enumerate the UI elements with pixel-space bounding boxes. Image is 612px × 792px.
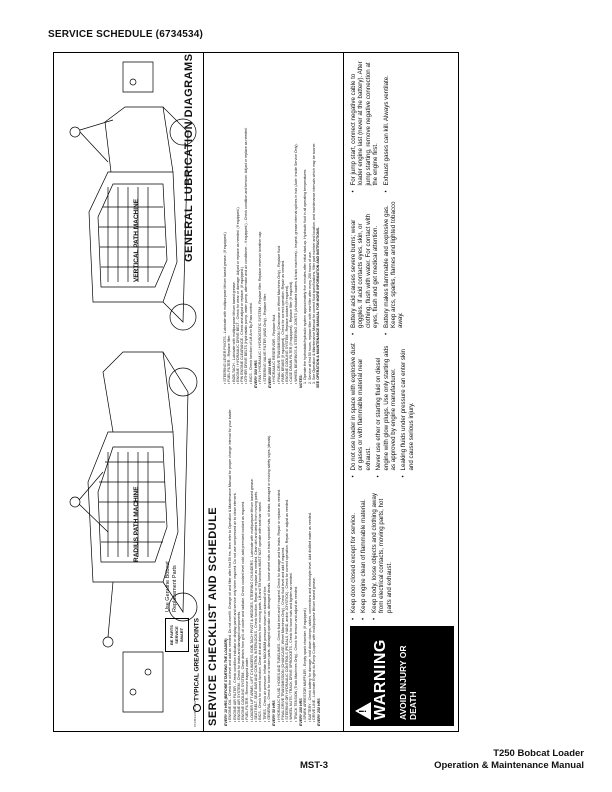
checklist-item: • FUEL FILTER - Replace filter.: [227, 334, 232, 384]
checklist-item: • GENERAL - Check for loose or broken parts, damaged operator cab, damaged decals, loose wheel nuts or track sprocket nuts, oil leaks, damaged or missing safety signs (decals).: [266, 434, 271, 722]
checklist-item: • ENGINE COOLING SYSTEM - Replace coolant (If required).: [285, 285, 290, 384]
checklist-item: • CASE DRAIN FILTER (If equipped) - Replace filter (If required).: [289, 280, 294, 384]
footer-page-id: MST-3: [300, 760, 328, 771]
warning-subtitle: AVOID INJURY OR DEATH: [398, 645, 419, 720]
checklist-item: • PARK BRAKE (If equipped) - Check for correct operation. Repair as needed.: [280, 259, 285, 384]
warning-items: [350, 58, 454, 620]
checklist-item: • LOADER LIFT ARMS, LIFT CYLINDERS, BOB-TACH PIVOT & WEDGES, STEERING CYLINDERS - Lubricate with multipurpose lithium based grease.: [249, 478, 254, 722]
checklist-item: • STEERING OR HYDRAULIC CONTROLS (PEDALS, HAND, and/or JOYSTICK) - Check for correct operation. Repair or adjust as needed.: [285, 499, 290, 722]
checklist-item: • FINAL DRIVE TRANSMISSION (CHAINCASE; Wheel Machines Only) - Check fluid level and add if required.: [280, 546, 285, 722]
checklist-item: • STEERING VALVE FILTER (AWD Only) - Replace filter.: [262, 293, 267, 384]
checklist-item: • BICS - Check function of Lift Arm By-Pass control.: [248, 302, 253, 384]
checklist-item: • STEERING LEVER PIVOTS - Lubricate with multipurpose lithium based grease. (If equipped.): [223, 232, 227, 384]
footer-manual: Operation & Maintenance Manual: [434, 760, 584, 771]
checklist-interval-heading: EVERY 1000 HRS: [267, 358, 272, 388]
checklist-interval-heading: EVERY 50 HRS: [272, 700, 277, 726]
checklist-item: • SEAT BELT, SEAT BAR AND CONTROL INTERLOCKS - Check function. Repair or replace as needed. Clean dirt and debris from moving parts.: [254, 490, 259, 722]
lubrication-panel: [53, 52, 203, 732]
checklist-item: • TIRES - Check air pressure. Inflate to MAXIMUM pressure shown on sidewall of tire.: [262, 585, 267, 722]
radius-path-label: RADIUS PATH MACHINE: [133, 486, 140, 562]
warning-panel: [343, 52, 459, 732]
checklist-item: • HYDRAULIC RESERVOIR - Replace fluid.: [272, 313, 277, 384]
checklist-item: • BICS - Check for correct function. Clean dirt and debris from moving parts. Lift and Tilt functions MUST NOT operate with seat bar raised.: [258, 501, 263, 722]
checklist-item: • ENGINE COOLING SYSTEM - Clean debris from grill, oil cooler and radiator. Check coolant level cold; add premixed coolant as required.: [241, 501, 246, 722]
warning-item: • Exhaust gases can kill. Always ventilate.: [383, 58, 390, 193]
checklist-item: • FUEL FILTER - Remove trapped water.: [245, 657, 250, 722]
checklist-item: • OTHER DRIVE BELTS (Hydrostatic pump, water pump, alternator and air conditioner - if equipped.) - Check condition and tension. Adjust or replace as needed.: [244, 127, 249, 384]
footer-right: [434, 748, 584, 772]
checklist-item: 1. Operate the hydrostatic/hydraulic system approximately five minutes after initial start-up. Hydraulic fluid in all operating temperatures.: [303, 168, 308, 384]
checklist-item: • DRIVE LINE - Lubricate Engine-to-Pump Coupler with multipurpose lithium based grease.: [311, 577, 316, 722]
warning-item: • Keep door closed except for service.: [350, 486, 357, 621]
lubrication-title: GENERAL LUBRICATION DIAGRAMS: [183, 53, 195, 262]
checklist-footer-note: SEE OPERATION & MAINTENANCE MANUAL FOR MORE INFORMATION AND INSTRUCTIONS.: [316, 227, 321, 388]
warning-item: • Keep engine clean of flammable material.: [360, 486, 367, 621]
checklist-item: 2. Service at first 50 hours, replace filter with new filter after every 250 hours of use.: [307, 251, 312, 384]
checklist-panel: [203, 52, 343, 732]
warning-item: • Leaking fluids under pressure can enter skin and cause serious injury.: [400, 343, 415, 478]
checklist-item: 3. See Operation & Maintenance Manual for correct fluid specifications, filter part number and location, and maintenance intervals which may be sooner.: [311, 142, 316, 384]
checklist-item: • FINAL DRIVE TRANSMISSION (Chaincase on Wheel Machines Only) - Replace fluid.: [276, 245, 281, 384]
warning-item: • Do not use loader in space with explosive dust or gases or with flammable material near exhaust.: [350, 343, 372, 478]
warning-item: • Battery acid causes severe burns; wear goggles. If acid contacts eyes, skin, or clothing, flush with water. For contact with eyes, flush and get medical attention.: [350, 201, 380, 336]
checklist-item: • PIN ENGINE CLEARANCE - Check and adjust or replace. (If equipped.): [240, 266, 245, 384]
bobcat-parts-logo: BE PARTS SERVICE SMART: [165, 618, 189, 652]
checklist-interval-heading: EVERY 250 HRS: [317, 698, 322, 726]
checklist-item: • SPARK ARRESTOR MUFFLER - Empty spark chamber. (If equipped.): [303, 608, 308, 722]
decal-code: 6734534 REV 2001: [193, 700, 197, 727]
checklist-item: • ENGINE / HYDRAULIC DRIVE BELT - Check for wear or damage. Adjust or replace as needed. (If equipped.): [235, 207, 240, 384]
checklist-body: [223, 60, 341, 726]
checklist-item: • TRACK TENSION (Track Machines Only) - Check for tension and adjust as needed.: [293, 586, 298, 722]
checklist-item: • WHEEL NUTS / TRACK DRIVE SPROCKETS - Check for loose nuts and tighten as needed.: [289, 572, 294, 722]
checklist-item: • WHEEL BEARINGS & STEERING JOINTS (Articulated loaders & track machines) - Inspect, grease internal splines in hub (Axle: Inside Service Only).: [293, 143, 298, 384]
checklist-item: • ENGINE AIR FILTER - Check condition indicator or display panel and service only when required. Do not use compressed air to clean element.: [232, 492, 237, 722]
checklist-item: • HYDRAULIC FLUID, HOSES AND TUBELINES - Check fluid level and if required. Check for damage and for leaks. Repair or replace as needed.: [276, 489, 281, 722]
checklist-interval-heading: NOTES:: [299, 374, 304, 388]
warning-item: • Battery makes flammable and explosive gas. Keep arcs, sparks, flames and lighted tobacco away.: [383, 201, 405, 336]
warning-item: • Never use ether or starting fluid on diesel engine with glow plugs. Use only starting aids as approved by engine manufacturer.: [375, 343, 397, 478]
checklist-item: • FAN / HYDRAULIC / HYDROSTATIC SYSTEM - Replace filter. Replace reservoir breather cap.: [258, 230, 263, 384]
footer-model: T250 Bobcat Loader: [493, 748, 584, 759]
checklist-interval-heading: EVERY 10 HRS (BEFORE STARTING THE LOADER): [224, 638, 228, 726]
page-header: SERVICE SCHEDULE (6734534): [48, 29, 204, 40]
checklist-interval-heading: EVERY 500 HRS: [254, 360, 259, 388]
checklist-item: • BOB-TACH - Lubricate with multipurpose lithium based grease.: [231, 281, 236, 384]
checklist-item: • ENGINE OIL - Check the oil level and add as needed. Do not overfill. Change oil and filter after first 50 hrs, then refer to Operation & Maintenance Manual for proper change interval for your loader.: [228, 408, 233, 722]
typical-grease-points: [193, 618, 201, 712]
warning-banner: [350, 626, 454, 726]
warning-triangle-icon: !: [355, 702, 371, 720]
warning-item: • Keep body, loose objects and clothing away from electrical contacts, moving parts, hot parts and exhaust.: [371, 486, 393, 621]
checklist-title: SERVICE CHECKLIST AND SCHEDULE: [207, 506, 219, 726]
warning-item: • For jump start, connect negative cable to loader engine last (never at the battery). After jump starting, remove negative connection at the engine first.: [350, 58, 380, 193]
checklist-interval-heading: EVERY 100 HRS: [299, 698, 304, 726]
typical-grease-label: TYPICAL GREASE POINTS: [193, 618, 201, 701]
warning-title: WARNING: [372, 639, 389, 720]
checklist-item: • ENGINE AIR SYSTEM - Check for leaks and damaged components.: [236, 610, 241, 722]
decal-rotated: [53, 52, 459, 732]
genuine-parts-text: Use Genuine Bobcat Replacement Parts: [165, 561, 178, 612]
vertical-path-label: VERTICAL PATH MACHINE: [133, 198, 140, 282]
checklist-item: • BATTERY - Check battery for damage, hold down clamps, cables, connections and electrolyte level. Add distilled water as needed.: [307, 512, 312, 722]
